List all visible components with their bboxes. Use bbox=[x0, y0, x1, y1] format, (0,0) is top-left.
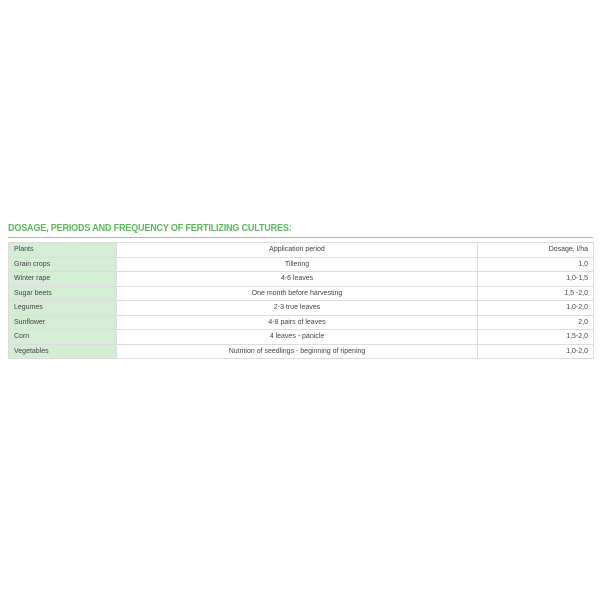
period-cell: 2-3 true leaves bbox=[117, 301, 478, 316]
period-cell: 4-6 leaves bbox=[117, 272, 478, 287]
table-row bbox=[9, 286, 594, 301]
table-row bbox=[9, 330, 594, 345]
plant-cell: Legumes bbox=[9, 301, 117, 316]
plant-cell: Grain crops bbox=[9, 257, 117, 272]
table-row bbox=[9, 344, 594, 359]
period-cell: Nutrition of seedlings - beginning of ripening bbox=[117, 344, 478, 359]
header-dosage: Dosage, l/ha bbox=[478, 243, 594, 258]
dosage-cell: 1,5-2,0 bbox=[478, 330, 594, 345]
table-row bbox=[9, 257, 594, 272]
dosage-cell: 1,5 -2,0 bbox=[478, 286, 594, 301]
table-row bbox=[9, 315, 594, 330]
dosage-cell: 2,0 bbox=[478, 315, 594, 330]
header-application-period: Application period bbox=[117, 243, 478, 258]
dosage-cell: 1,0-2,0 bbox=[478, 301, 594, 316]
table-row bbox=[9, 272, 594, 287]
table-row bbox=[9, 301, 594, 316]
plant-cell: Sugar beets bbox=[9, 286, 117, 301]
heading-divider bbox=[8, 237, 593, 238]
period-cell: Tillering bbox=[117, 257, 478, 272]
dosage-cell: 1,0-2,0 bbox=[478, 344, 594, 359]
fertilizing-section bbox=[8, 222, 593, 359]
plant-cell: Vegetables bbox=[9, 344, 117, 359]
period-cell: 4-8 pairs of leaves bbox=[117, 315, 478, 330]
section-heading: DOSAGE, PERIODS AND FREQUENCY OF FERTILIZING CULTURES: bbox=[8, 222, 292, 234]
dosage-table bbox=[8, 242, 594, 359]
plant-cell: Corn bbox=[9, 330, 117, 345]
plant-cell: Winter rape bbox=[9, 272, 117, 287]
dosage-cell: 1,0-1,5 bbox=[478, 272, 594, 287]
period-cell: One month before harvesting bbox=[117, 286, 478, 301]
dosage-cell: 1,0 bbox=[478, 257, 594, 272]
period-cell: 4 leaves - panicle bbox=[117, 330, 478, 345]
plant-cell: Sunflower bbox=[9, 315, 117, 330]
table-header-row bbox=[9, 243, 594, 258]
header-plants: Plants bbox=[9, 243, 117, 258]
